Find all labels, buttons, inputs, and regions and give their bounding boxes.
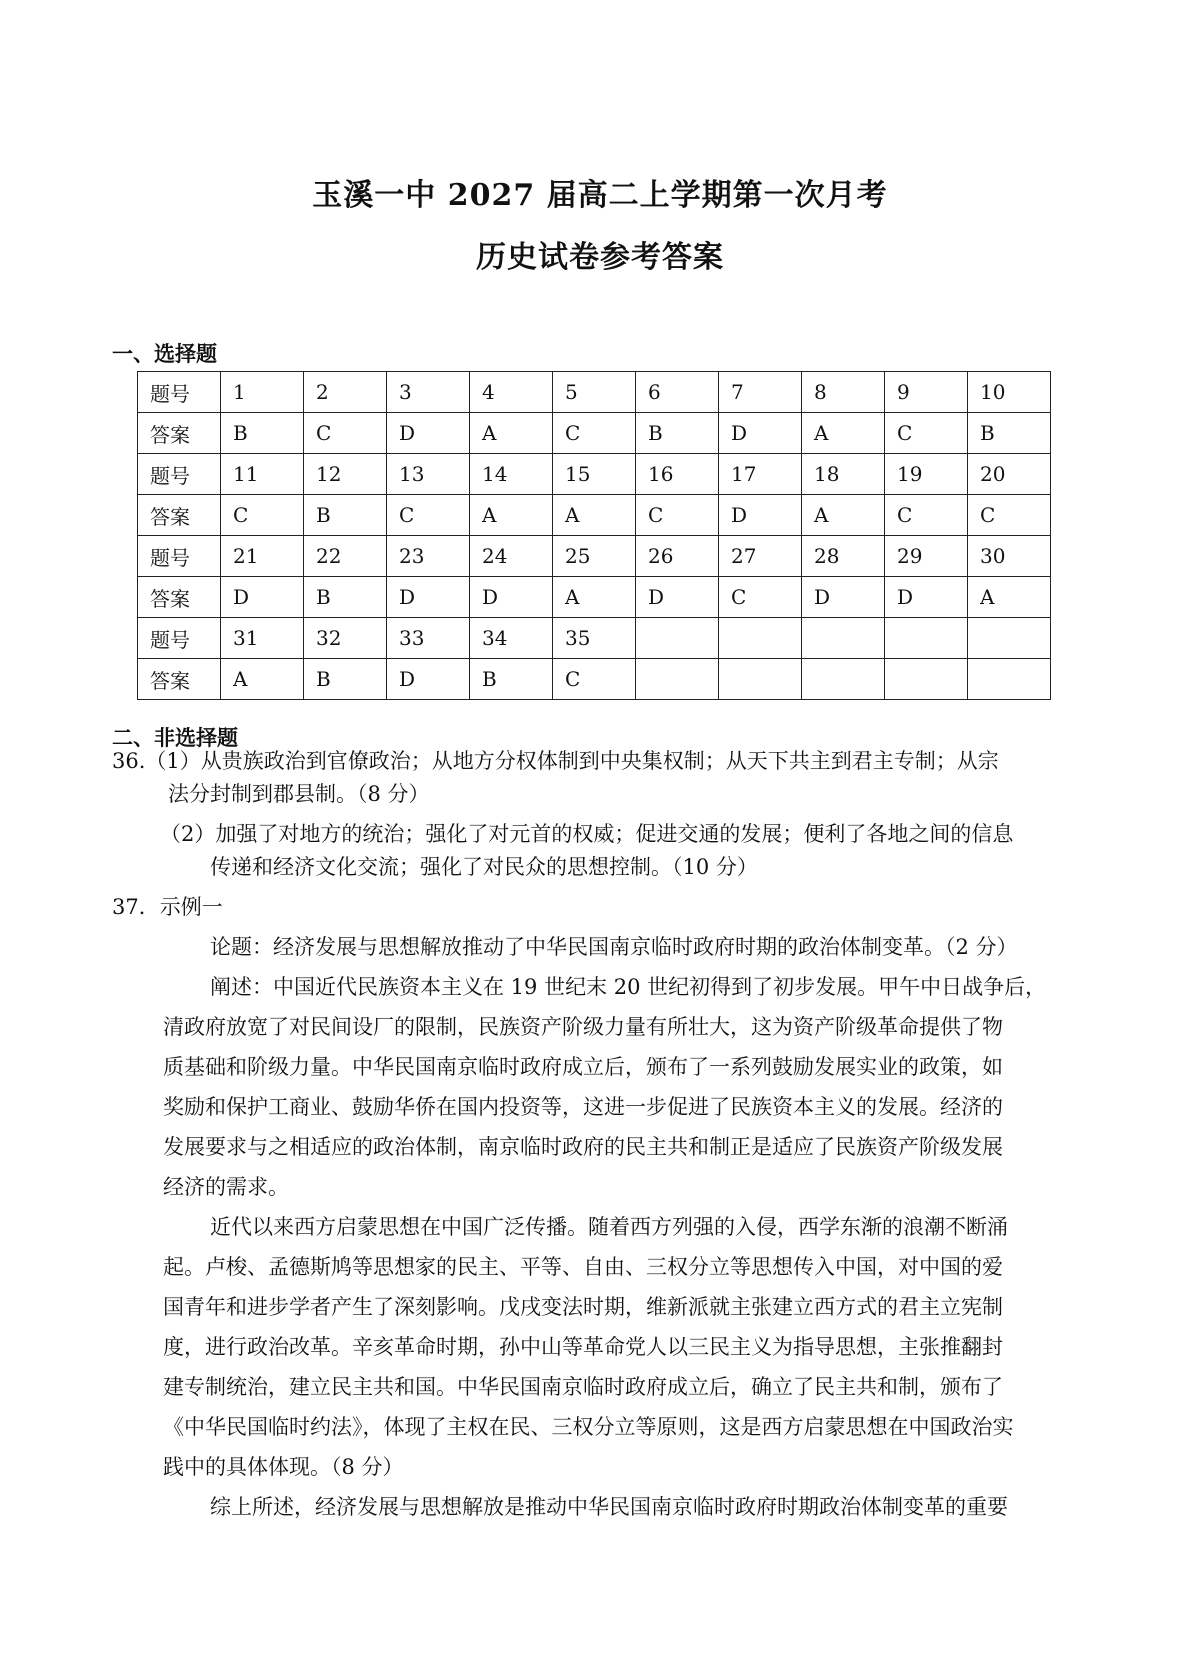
- answer-cell: A: [470, 495, 553, 536]
- answer-cell: C: [719, 577, 802, 618]
- question-number-cell: 22: [304, 536, 387, 577]
- question-number-cell: 16: [636, 454, 719, 495]
- answer-cell: C: [304, 413, 387, 454]
- question-number-cell: 17: [719, 454, 802, 495]
- answer-cell: A: [802, 413, 885, 454]
- row-label: 答案: [138, 577, 221, 618]
- text-line: 质基础和阶级力量。中华民国南京临时政府成立后，颁布了一系列鼓励发展实业的政策，如: [163, 1055, 1003, 1079]
- question-number-cell: [719, 618, 802, 659]
- answer-cell: A: [802, 495, 885, 536]
- text-line: 阐述：中国近代民族资本主义在 19 世纪末 20 世纪初得到了初步发展。甲午中日战争后，: [210, 975, 1047, 999]
- question-number-row: [138, 618, 1051, 659]
- answer-cell: B: [221, 413, 304, 454]
- answer-cell: [885, 659, 968, 700]
- row-label: 题号: [138, 618, 221, 659]
- question-number-cell: 2: [304, 372, 387, 413]
- section-heading-choice: 一、选择题: [112, 342, 217, 366]
- question-number-cell: 7: [719, 372, 802, 413]
- row-label: 题号: [138, 454, 221, 495]
- question-number-cell: 9: [885, 372, 968, 413]
- row-label: 答案: [138, 495, 221, 536]
- answer-cell: D: [802, 577, 885, 618]
- answer-cell: A: [968, 577, 1051, 618]
- question-number-cell: 30: [968, 536, 1051, 577]
- text-line: 建专制统治，建立民主共和国。中华民国南京临时政府成立后，确立了民主共和制，颁布了: [163, 1375, 1003, 1399]
- answer-cell: B: [636, 413, 719, 454]
- answer-cell: C: [553, 413, 636, 454]
- question-number-cell: 24: [470, 536, 553, 577]
- text-line: 《中华民国临时约法》，体现了主权在民、三权分立等原则，这是西方启蒙思想在中国政治实: [163, 1415, 1014, 1439]
- question-number-cell: 1: [221, 372, 304, 413]
- question-number-cell: 20: [968, 454, 1051, 495]
- question-number-cell: [802, 618, 885, 659]
- text-line: 综上所述，经济发展与思想解放是推动中华民国南京临时政府时期政治体制变革的重要: [210, 1495, 1008, 1519]
- question-number-cell: 19: [885, 454, 968, 495]
- answer-cell: B: [304, 659, 387, 700]
- row-label: 答案: [138, 659, 221, 700]
- question-number-cell: 25: [553, 536, 636, 577]
- row-label: 答案: [138, 413, 221, 454]
- answer-table: [137, 371, 1051, 700]
- text-line: 国青年和进步学者产生了深刻影响。戊戌变法时期，维新派就主张建立西方式的君主立宪制: [163, 1295, 1003, 1319]
- question-number-cell: [885, 618, 968, 659]
- text-line: （2）加强了对地方的统治；强化了对元首的权威；促进交通的发展；便利了各地之间的信息: [160, 822, 1014, 846]
- text-line: 经济的需求。: [163, 1175, 289, 1199]
- text-line: 清政府放宽了对民间设厂的限制，民族资产阶级力量有所壮大，这为资产阶级革命提供了物: [163, 1015, 1003, 1039]
- text-line: 近代以来西方启蒙思想在中国广泛传播。随着西方列强的入侵，西学东渐的浪潮不断涌: [210, 1215, 1008, 1239]
- answer-cell: C: [553, 659, 636, 700]
- text-line: 度，进行政治改革。辛亥革命时期，孙中山等革命党人以三民主义为指导思想，主张推翻封: [163, 1335, 1003, 1359]
- question-number-cell: 31: [221, 618, 304, 659]
- question-number-cell: 18: [802, 454, 885, 495]
- question-number-cell: 29: [885, 536, 968, 577]
- question-number-cell: 6: [636, 372, 719, 413]
- question-number-cell: [968, 618, 1051, 659]
- question-number-cell: [636, 618, 719, 659]
- question-number-row: [138, 372, 1051, 413]
- section-heading-open: 二、非选择题: [112, 726, 238, 750]
- question-number-cell: 12: [304, 454, 387, 495]
- question-number-cell: 8: [802, 372, 885, 413]
- answer-row: [138, 413, 1051, 454]
- question-number-cell: 11: [221, 454, 304, 495]
- question-number-cell: 13: [387, 454, 470, 495]
- answer-cell: D: [636, 577, 719, 618]
- text-line: 发展要求与之相适应的政治体制，南京临时政府的民主共和制正是适应了民族资产阶级发展: [163, 1135, 1003, 1159]
- answer-cell: A: [553, 577, 636, 618]
- answer-cell: D: [885, 577, 968, 618]
- question-number-cell: 32: [304, 618, 387, 659]
- question-number-cell: 5: [553, 372, 636, 413]
- answer-cell: [802, 659, 885, 700]
- answer-cell: A: [553, 495, 636, 536]
- page-subtitle: 历史试卷参考答案: [476, 240, 724, 275]
- answer-cell: [968, 659, 1051, 700]
- question-number-cell: 28: [802, 536, 885, 577]
- text-line: 37．示例一: [112, 895, 223, 919]
- text-line: 践中的具体体现。（8 分）: [163, 1455, 404, 1479]
- answer-cell: C: [885, 413, 968, 454]
- answer-cell: A: [221, 659, 304, 700]
- answer-cell: B: [470, 659, 553, 700]
- answer-cell: D: [387, 413, 470, 454]
- text-line: 传递和经济文化交流；强化了对民众的思想控制。（10 分）: [210, 855, 758, 879]
- question-number-cell: 33: [387, 618, 470, 659]
- answer-cell: C: [885, 495, 968, 536]
- text-line: 奖励和保护工商业、鼓励华侨在国内投资等，这进一步促进了民族资本主义的发展。经济的: [163, 1095, 1003, 1119]
- answer-row: [138, 577, 1051, 618]
- question-number-cell: 27: [719, 536, 802, 577]
- answer-cell: C: [387, 495, 470, 536]
- text-line: 法分封制到郡县制。（8 分）: [168, 782, 430, 806]
- row-label: 题号: [138, 536, 221, 577]
- text-line: 论题：经济发展与思想解放推动了中华民国南京临时政府时期的政治体制变革。（2 分）: [210, 935, 1018, 959]
- answer-cell: D: [719, 495, 802, 536]
- question-number-cell: 10: [968, 372, 1051, 413]
- text-line: 36.（1）从贵族政治到官僚政治；从地方分权体制到中央集权制；从天下共主到君主专制；从宗: [112, 749, 999, 773]
- answer-cell: C: [636, 495, 719, 536]
- answer-row: [138, 495, 1051, 536]
- answer-cell: B: [304, 495, 387, 536]
- answer-cell: C: [968, 495, 1051, 536]
- answer-cell: D: [719, 413, 802, 454]
- text-line: 起。卢梭、孟德斯鸠等思想家的民主、平等、自由、三权分立等思想传入中国，对中国的爱: [163, 1255, 1003, 1279]
- answer-cell: C: [221, 495, 304, 536]
- question-number-cell: 4: [470, 372, 553, 413]
- answer-row: [138, 659, 1051, 700]
- question-number-row: [138, 536, 1051, 577]
- row-label: 题号: [138, 372, 221, 413]
- answer-cell: B: [968, 413, 1051, 454]
- question-number-cell: 35: [553, 618, 636, 659]
- question-number-cell: 14: [470, 454, 553, 495]
- question-number-row: [138, 454, 1051, 495]
- answer-cell: D: [470, 577, 553, 618]
- question-number-cell: 21: [221, 536, 304, 577]
- answer-cell: D: [221, 577, 304, 618]
- answer-cell: D: [387, 659, 470, 700]
- question-number-cell: 3: [387, 372, 470, 413]
- answer-cell: [636, 659, 719, 700]
- question-number-cell: 23: [387, 536, 470, 577]
- answer-cell: B: [304, 577, 387, 618]
- page-title: 玉溪一中 2027 届高二上学期第一次月考: [312, 178, 888, 213]
- answer-cell: D: [387, 577, 470, 618]
- question-number-cell: 34: [470, 618, 553, 659]
- answer-cell: [719, 659, 802, 700]
- question-number-cell: 15: [553, 454, 636, 495]
- answer-cell: A: [470, 413, 553, 454]
- question-number-cell: 26: [636, 536, 719, 577]
